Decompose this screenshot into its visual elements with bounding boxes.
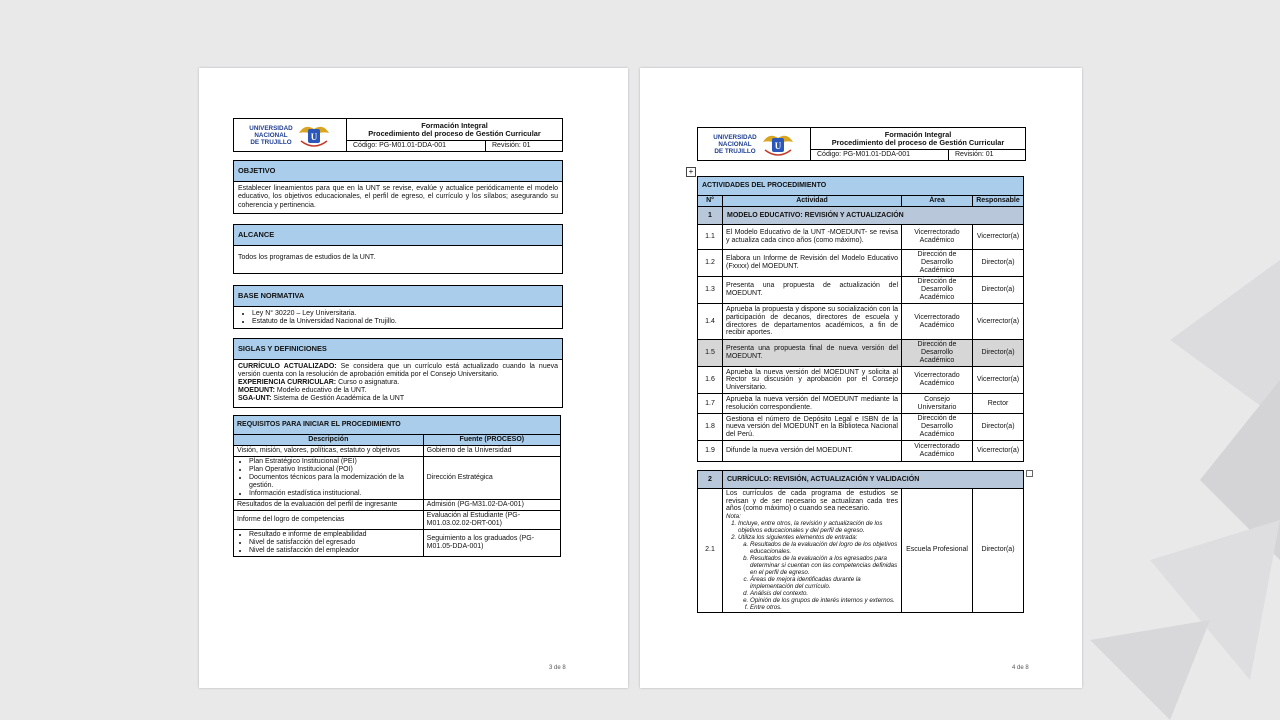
table-row: Informe del logro de competencias Evaluación al Estudiante (PG-M01.03.02.02-DRT-001): [234, 511, 561, 530]
table-row: • Plan Estratégico Institucional (PEI) • Plan Operativo Institucional (POI) • Documentos técnicos para la modernización de la gestión. • Información estadística institucional. Dirección Estratégica: [234, 457, 561, 500]
column-header: Actividad: [723, 196, 902, 207]
table-row: 1.4 Aprueba la propuesta y dispone su socialización con la participación de decanos, directores de escuela y directores de departamentos académicos, a fin de recibir aportes. Vicerrectorado Académico Vicerrector(a): [698, 304, 1024, 340]
document-code: Código: PG-M01.01-DDA-001: [817, 151, 910, 158]
page-number: 3 de 8: [549, 665, 566, 671]
activities-table: [697, 176, 1024, 613]
section-title: OBJETIVO: [234, 161, 562, 182]
document-code: Código: PG-M01.01-DDA-001: [353, 142, 446, 149]
table-row: Resultados de la evaluación del perfil de ingresante Admisión (PG-M31.02-DA-001): [234, 500, 561, 511]
alcance-text: Todos los programas de estudios de la UNT.: [238, 254, 376, 261]
section-title: ALCANCE: [234, 225, 562, 246]
list-item: • Ley N° 30220 – Ley Universitaria.: [252, 310, 558, 318]
document-page-4: [640, 68, 1082, 688]
table-row-selected[interactable]: 1.5 Presenta una propuesta final de nueva versión del MOEDUNT. Dirección de Desarrollo Académico Director(a): [698, 340, 1024, 367]
column-header: Descripción: [234, 435, 424, 446]
objetivo-section: [233, 160, 563, 214]
table-row: 1.9 Difunde la nueva versión del MOEDUNT. Vicerrectorado Académico Vicerrector(a): [698, 441, 1024, 462]
column-header: Responsable: [973, 196, 1024, 207]
table-row: 1.7 Aprueba la nueva versión del MOEDUNT mediante la resolución correspondiente. Consejo Universitario Rector: [698, 394, 1024, 414]
column-header: Fuente (PROCESO): [423, 435, 560, 446]
table-row: Visión, misión, valores, políticas, estatuto y objetivos Gobierno de la Universidad: [234, 446, 561, 457]
list-item: • Estatuto de la Universidad Nacional de Trujillo.: [252, 318, 558, 326]
siglas-section: SIGLAS Y DEFINICIONES CURRÍCULO ACTUALIZADO: Se considera que un currículo está actualizado cuando la nueva versión cuenta con la resolución de aprobación emitida por el Consejo Universitario. EXPERIENCIA CURRICULAR: Curso o asignatura. MOEDUNT: Modelo educativo de la UNT. SGA-UNT: Sistema de Gestión Académica de la UNT: [233, 338, 563, 408]
requisitos-table: [233, 415, 561, 557]
unt-logo: UNIVERSIDAD NACIONAL DE TRUJILLO U: [698, 128, 811, 160]
table-caption: ACTIVIDADES DEL PROCEDIMIENTO: [698, 177, 1024, 196]
section-title: BASE NORMATIVA: [234, 286, 562, 307]
revision-label: Revisión: 01: [485, 141, 562, 151]
unt-seal-icon: [761, 130, 795, 158]
header-title: Formación Integral Procedimiento del proceso de Gestión Curricular: [811, 128, 1025, 150]
table-resize-handle-icon[interactable]: [1026, 470, 1033, 477]
column-header: Área: [902, 196, 973, 207]
page-number: 4 de 8: [1012, 665, 1029, 671]
header-title: Formación Integral Procedimiento del proceso de Gestión Curricular: [347, 119, 562, 141]
document-header: [697, 127, 1026, 161]
background-decoration: [1050, 260, 1280, 720]
section-row: 2 CURRÍCULO: REVISIÓN, ACTUALIZACIÓN Y VALIDACIÓN: [698, 471, 1024, 489]
section-title: REQUISITOS PARA INICIAR EL PROCEDIMIENTO: [234, 416, 561, 435]
table-row: 1.3 Presenta una propuesta de actualización del MOEDUNT. Dirección de Desarrollo Académico Director(a): [698, 277, 1024, 304]
revision-label: Revisión: 01: [948, 150, 1025, 160]
table-move-handle-icon[interactable]: +: [686, 167, 696, 177]
alcance-section: [233, 224, 563, 274]
table-row: • Resultado e informe de empleabilidad • Nivel de satisfacción del egresado • Nivel de satisfacción del empleador Seguimiento a los graduados (PG-M01.05-DDA-001): [234, 530, 561, 557]
section-row: 1 MODELO EDUCATIVO: REVISIÓN Y ACTUALIZACIÓN: [698, 207, 1024, 225]
table-row: 1.6 Aprueba la nueva versión del MOEDUNT y solicita al Rector su discusión y aprobación por el Consejo Universitario. Vicerrectorado Académico Vicerrector(a): [698, 367, 1024, 394]
base-normativa-section: [233, 285, 563, 329]
table-row: 1.8 Gestiona el número de Depósito Legal e ISBN de la nueva versión del MOEDUNT en la Biblioteca Nacional del Perú. Dirección de Desarrollo Académico Director(a): [698, 414, 1024, 441]
unt-seal-icon: [297, 121, 331, 149]
unt-logo: UNIVERSIDAD NACIONAL DE TRUJILLO U: [234, 119, 347, 151]
requisitos-section: [233, 415, 561, 557]
document-header: [233, 118, 563, 152]
column-header: N°: [698, 196, 723, 207]
section-title: SIGLAS Y DEFINICIONES: [234, 339, 562, 360]
svg-text:U: U: [310, 132, 317, 142]
table-row: 1.1 El Modelo Educativo de la UNT -MOEDUNT- se revisa y actualiza cada cinco años (como máximo). Vicerrectorado Académico Vicerrector(a): [698, 225, 1024, 250]
objetivo-text: Establecer lineamientos para que en la UNT se revise, evalúe y actualice periódicamente el modelo educativo, los objetivos educacionales, el perfil de egreso, el currículo y los sílabos; asegurando su coherencia y pertinencia.: [238, 185, 558, 209]
table-row: 2.1 Los currículos de cada programa de estudios se revisan y de ser necesario se actualizan cada tres años (como máximo) o cuando sea necesario. Nota: 1. Incluye, entre otros, la revisión y actualización de los objetivos educacionales y del perfil de egreso. 2. Utiliza los siguientes elementos de entrada: a. Resultados de la evaluación del logro de los objetivos educacionales. b. Resultados de la evaluación a los egresados para determinar si cuentan con las competencias definidas en el perfil de egreso. c. Áreas de mejora identificadas durante la implementación del currículo. d. Análisis del contexto. e. Opinión de los grupos de interés internos y externos. f. Entre otros. Escuela Profesional Director(a): [698, 489, 1024, 613]
document-page-3: [199, 68, 628, 688]
table-row: 1.2 Elabora un Informe de Revisión del Modelo Educativo (Fxxxx) del MOEDUNT. Dirección de Desarrollo Académico Director(a): [698, 250, 1024, 277]
svg-text:U: U: [774, 141, 781, 151]
